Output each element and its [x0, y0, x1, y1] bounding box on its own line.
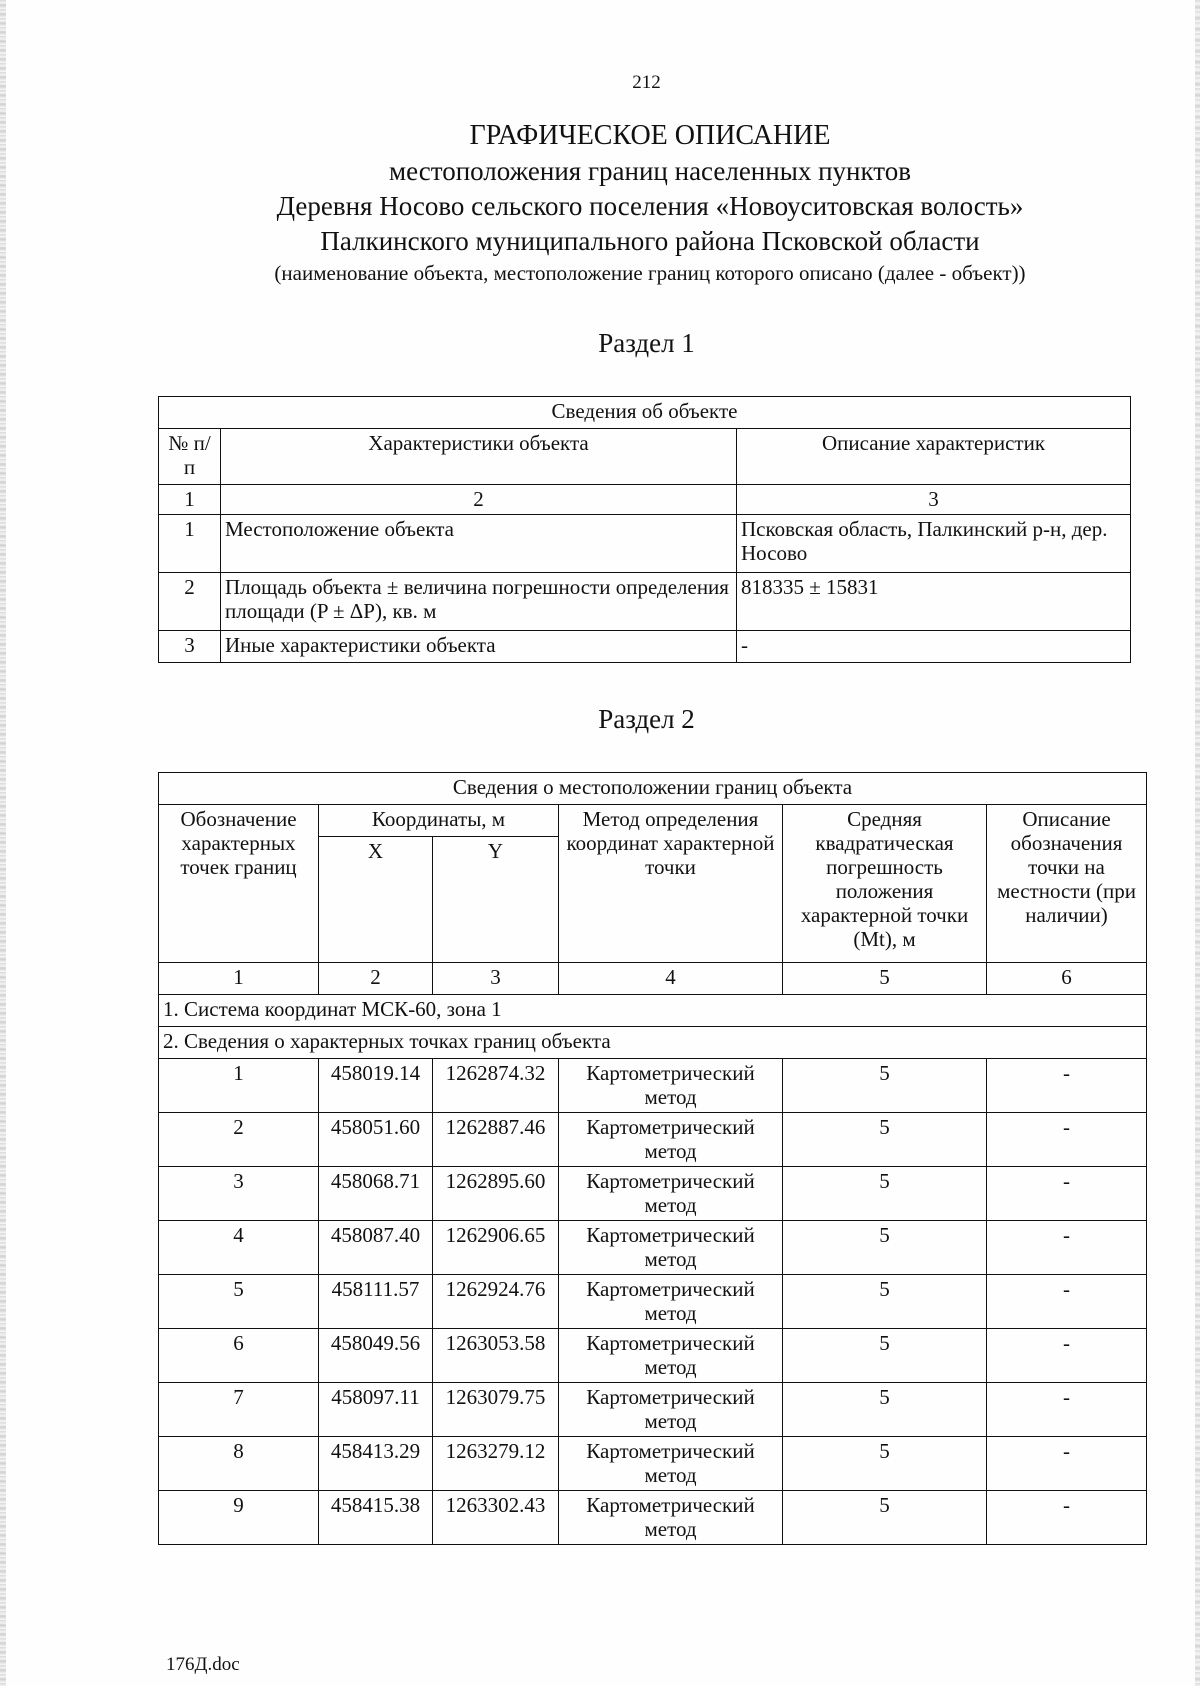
point-label: 8 [159, 1437, 319, 1491]
col-number: 1 [159, 963, 319, 995]
row-value: - [737, 631, 1131, 663]
scan-edge-left [0, 0, 6, 1686]
col-number: 1 [159, 485, 221, 515]
boundary-points-table [158, 772, 1147, 1545]
mt-value: 5 [783, 1437, 987, 1491]
coord-x: 458068.71 [319, 1167, 433, 1221]
point-description: - [987, 1491, 1147, 1545]
document-title [160, 118, 1140, 287]
scan-edge-right [1195, 0, 1200, 1686]
col-number: 3 [433, 963, 559, 995]
table-row [159, 1221, 1147, 1275]
coord-y: 1262924.76 [433, 1275, 559, 1329]
coord-y: 1263079.75 [433, 1383, 559, 1437]
table-row [159, 1437, 1147, 1491]
row-value: Псковская область, Палкинский р-н, дер. Носово [737, 515, 1131, 573]
header-coords: Координаты, м [319, 805, 559, 837]
point-label: 3 [159, 1167, 319, 1221]
coord-y: 1262906.65 [433, 1221, 559, 1275]
coord-y: 1262895.60 [433, 1167, 559, 1221]
header-characteristics: Характеристики объекта [221, 429, 737, 485]
header-error: Средняя квадратическая погрешность положения характерной точки (Mt), м [783, 805, 987, 963]
col-number: 4 [559, 963, 783, 995]
table-row [159, 1167, 1147, 1221]
header-x: X [319, 837, 433, 963]
point-description: - [987, 1221, 1147, 1275]
title-line-3: Палкинского муниципального района Псковской области [320, 226, 980, 256]
point-description: - [987, 1437, 1147, 1491]
points-info-row: 2. Сведения о характерных точках границ объекта [159, 1027, 1147, 1059]
coord-x: 458049.56 [319, 1329, 433, 1383]
coord-x: 458087.40 [319, 1221, 433, 1275]
mt-value: 5 [783, 1113, 987, 1167]
footer-filename: 176Д.doc [166, 1654, 240, 1675]
col-number: 2 [319, 963, 433, 995]
point-description: - [987, 1167, 1147, 1221]
method: Картометрический метод [559, 1437, 783, 1491]
method: Картометрический метод [559, 1059, 783, 1113]
mt-value: 5 [783, 1167, 987, 1221]
row-num: 1 [159, 515, 221, 573]
point-description: - [987, 1275, 1147, 1329]
row-value: 818335 ± 15831 [737, 573, 1131, 631]
section-1-heading: Раздел 1 [598, 328, 695, 358]
header-point: Обозначение характерных точек границ [159, 805, 319, 963]
col-number: 3 [737, 485, 1131, 515]
coord-x: 458415.38 [319, 1491, 433, 1545]
col-number: 6 [987, 963, 1147, 995]
point-description: - [987, 1383, 1147, 1437]
table-row [159, 1275, 1147, 1329]
page-number: 212 [632, 72, 661, 93]
mt-value: 5 [783, 1491, 987, 1545]
point-label: 6 [159, 1329, 319, 1383]
header-desc: Описание обозначения точки на местности (при наличии) [987, 805, 1147, 963]
coordinate-system-row: 1. Система координат МСК-60, зона 1 [159, 995, 1147, 1027]
table-row [159, 1113, 1147, 1167]
coord-y: 1263053.58 [433, 1329, 559, 1383]
point-label: 4 [159, 1221, 319, 1275]
object-info-table [158, 396, 1131, 663]
coord-x: 458097.11 [319, 1383, 433, 1437]
coord-x: 458019.14 [319, 1059, 433, 1113]
point-label: 1 [159, 1059, 319, 1113]
mt-value: 5 [783, 1383, 987, 1437]
table-title: Сведения об объекте [159, 397, 1131, 429]
method: Картометрический метод [559, 1329, 783, 1383]
header-method: Метод определения координат характерной точки [559, 805, 783, 963]
mt-value: 5 [783, 1221, 987, 1275]
method: Картометрический метод [559, 1221, 783, 1275]
header-num: № п/п [159, 429, 221, 485]
table-row [159, 1491, 1147, 1545]
row-num: 2 [159, 573, 221, 631]
mt-value: 5 [783, 1329, 987, 1383]
title-line-2: Деревня Носово сельского поселения «Новоуситовская волость» [276, 191, 1024, 221]
point-label: 2 [159, 1113, 319, 1167]
method: Картометрический метод [559, 1491, 783, 1545]
table-row [159, 1329, 1147, 1383]
method: Картометрический метод [559, 1167, 783, 1221]
table-row [159, 1059, 1147, 1113]
coord-y: 1263279.12 [433, 1437, 559, 1491]
table-row [159, 1383, 1147, 1437]
method: Картометрический метод [559, 1275, 783, 1329]
col-number: 2 [221, 485, 737, 515]
coord-y: 1263302.43 [433, 1491, 559, 1545]
point-label: 5 [159, 1275, 319, 1329]
row-name: Иные характеристики объекта [221, 631, 737, 663]
row-num: 3 [159, 631, 221, 663]
col-number: 5 [783, 963, 987, 995]
point-description: - [987, 1113, 1147, 1167]
header-y: Y [433, 837, 559, 963]
method: Картометрический метод [559, 1113, 783, 1167]
table-row [159, 631, 1131, 663]
header-description: Описание характеристик [737, 429, 1131, 485]
point-label: 7 [159, 1383, 319, 1437]
point-label: 9 [159, 1491, 319, 1545]
table-row [159, 515, 1131, 573]
mt-value: 5 [783, 1275, 987, 1329]
coord-y: 1262874.32 [433, 1059, 559, 1113]
method: Картометрический метод [559, 1383, 783, 1437]
title-line-1: местоположения границ населенных пунктов [389, 156, 911, 186]
row-name: Местоположение объекта [221, 515, 737, 573]
point-description: - [987, 1329, 1147, 1383]
table-title: Сведения о местоположении границ объекта [159, 773, 1147, 805]
section-2-heading: Раздел 2 [598, 704, 695, 734]
mt-value: 5 [783, 1059, 987, 1113]
point-description: - [987, 1059, 1147, 1113]
coord-x: 458111.57 [319, 1275, 433, 1329]
coord-y: 1262887.46 [433, 1113, 559, 1167]
row-name: Площадь объекта ± величина погрешности определения площади (P ± ΔP), кв. м [221, 573, 737, 631]
coord-x: 458051.60 [319, 1113, 433, 1167]
points-body [159, 1059, 1147, 1545]
table-row [159, 573, 1131, 631]
coord-x: 458413.29 [319, 1437, 433, 1491]
title-main: ГРАФИЧЕСКОЕ ОПИСАНИЕ [469, 120, 831, 151]
title-note: (наименование объекта, местоположение границ которого описано (далее - объект)) [274, 261, 1026, 285]
